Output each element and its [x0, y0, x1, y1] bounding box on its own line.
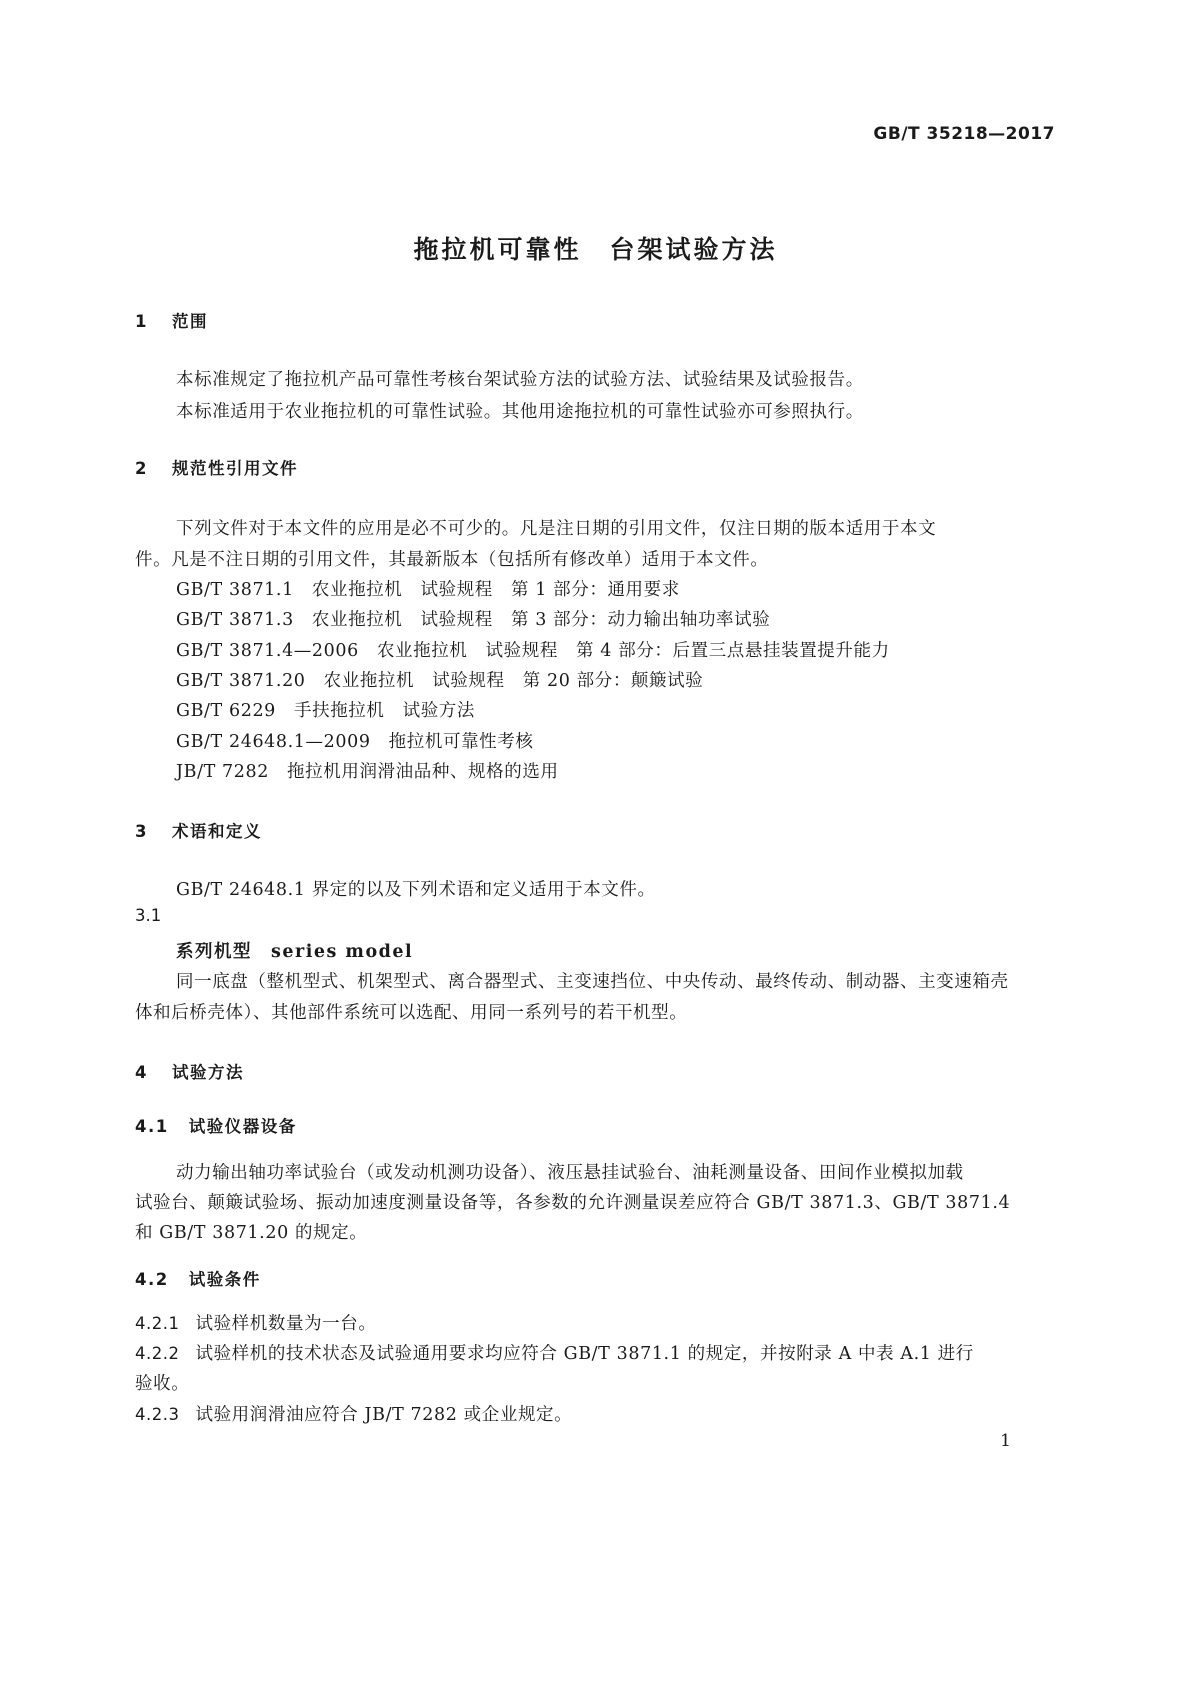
clause-number: 4.2.1: [135, 1314, 180, 1333]
section-3-heading: [135, 818, 262, 842]
section-number: 2: [135, 459, 148, 478]
clause-text: 试验样机的技术状态及试验通用要求均应符合 GB/T 3871.1 的规定，并按附录 A 中表 A.1 进行: [195, 1344, 974, 1364]
paragraph-line: 下列文件对于本文件的应用是必不可少的。凡是注日期的引用文件，仅注日期的版本适用于本文: [176, 519, 937, 539]
section-4-heading: [135, 1059, 244, 1083]
section-title: 规范性引用文件: [171, 459, 298, 478]
clause-text: 试验样机数量为一台。: [195, 1314, 377, 1334]
reference-item: GB/T 3871.1 农业拖拉机 试验规程 第 1 部分：通用要求: [176, 580, 680, 600]
reference-item: GB/T 3871.4—2006 农业拖拉机 试验规程 第 4 部分：后置三点悬挂装置提升能力: [176, 641, 890, 661]
subsection-title: 试验条件: [188, 1270, 261, 1289]
reference-item: GB/T 24648.1—2009 拖拉机可靠性考核: [176, 732, 534, 752]
subsection-number: 4.1: [135, 1117, 169, 1136]
clause-4-2-3: [135, 1401, 572, 1426]
paragraph-line: 件。凡是不注日期的引用文件，其最新版本（包括所有修改单）适用于本文件。: [135, 550, 769, 570]
paragraph: GB/T 24648.1 界定的以及下列术语和定义适用于本文件。: [176, 880, 656, 900]
page-number: 1: [1000, 1431, 1011, 1451]
section-title: 范围: [171, 312, 208, 331]
section-title: 试验方法: [171, 1063, 244, 1082]
term-name: 系列机型 series model: [176, 942, 414, 962]
subsection-4-2-heading: [135, 1266, 261, 1290]
clause-4-2-1: [135, 1310, 376, 1335]
clause-number: 4.2.2: [135, 1344, 180, 1363]
paragraph: 本标准规定了拖拉机产品可靠性考核台架试验方法的试验方法、试验结果及试验报告。: [176, 370, 864, 390]
clause-text: 试验用润滑油应符合 JB/T 7282 或企业规定。: [195, 1405, 573, 1425]
subsection-number: 4.2: [135, 1270, 169, 1289]
definition-line: 体和后桥壳体）、其他部件系统可以选配、用同一系列号的若干机型。: [135, 1003, 688, 1023]
section-number: 4: [135, 1063, 148, 1082]
paragraph-line: 动力输出轴功率试验台（或发动机测功设备）、液压悬挂试验台、油耗测量设备、田间作业模拟加载: [176, 1163, 964, 1183]
reference-item: GB/T 3871.20 农业拖拉机 试验规程 第 20 部分：颠簸试验: [176, 671, 704, 691]
section-2-heading: [135, 455, 298, 479]
subsection-title: 试验仪器设备: [188, 1117, 297, 1136]
reference-item: GB/T 3871.3 农业拖拉机 试验规程 第 3 部分：动力输出轴功率试验: [176, 610, 771, 630]
clause-continuation: 验收。: [135, 1374, 190, 1394]
paragraph: 本标准适用于农业拖拉机的可靠性试验。其他用途拖拉机的可靠性试验亦可参照执行。: [176, 402, 864, 422]
section-number: 1: [135, 312, 148, 331]
paragraph-line: 和 GB/T 3871.20 的规定。: [135, 1223, 368, 1243]
clause-4-2-2: [135, 1340, 974, 1365]
term-number: 3.1: [135, 906, 162, 925]
section-1-heading: [135, 308, 208, 332]
reference-item: JB/T 7282 拖拉机用润滑油品种、规格的选用: [176, 762, 559, 782]
section-title: 术语和定义: [171, 822, 262, 841]
definition-line: 同一底盘（整机型式、机架型式、离合器型式、主变速挡位、中央传动、最终传动、制动器、主变速箱壳: [176, 972, 1009, 992]
paragraph-line: 试验台、颠簸试验场、振动加速度测量设备等，各参数的允许测量误差应符合 GB/T 3871.3、GB/T 3871.4: [135, 1193, 1011, 1213]
section-number: 3: [135, 822, 148, 841]
clause-number: 4.2.3: [135, 1405, 180, 1424]
subsection-4-1-heading: [135, 1113, 297, 1137]
reference-item: GB/T 6229 手扶拖拉机 试验方法: [176, 701, 476, 721]
standard-code: GB/T 35218—2017: [873, 124, 1055, 144]
document-title: 拖拉机可靠性 台架试验方法: [413, 235, 778, 264]
